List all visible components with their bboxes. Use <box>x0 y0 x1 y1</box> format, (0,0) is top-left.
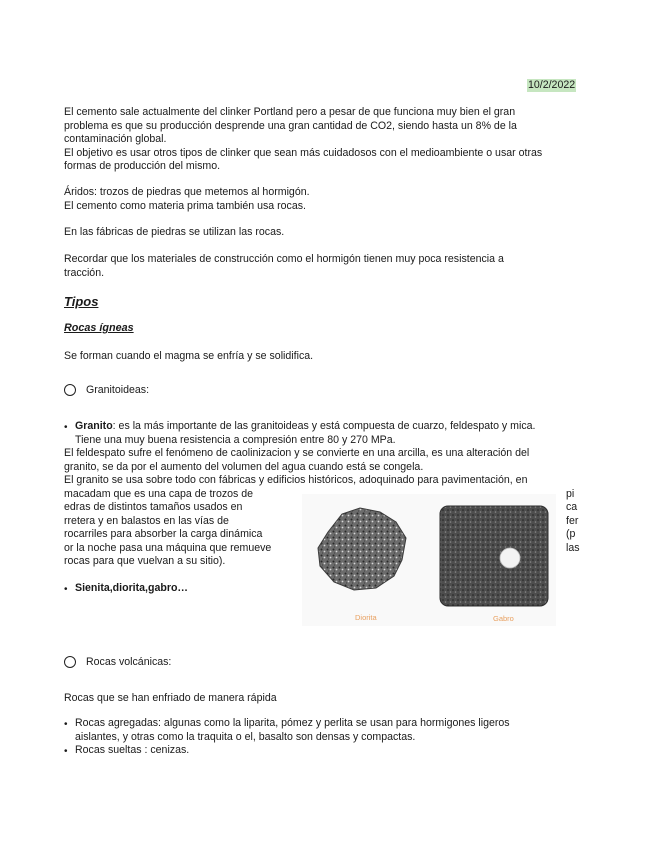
agregadas-line-2: aislantes, y otras como la traquita o el, basalto son densas y compactas. <box>75 730 416 743</box>
granito-term: Granito <box>75 420 113 432</box>
intro-line-4: El objetivo es usar otros tipos de clinker que sean más cuidadosos con el medioambiente o usar otras <box>64 146 543 159</box>
intro-line-2: problema es que su producción desprende una gran cantidad de CO2, siendo hasta un 8% de la <box>64 119 517 132</box>
rock-photos <box>302 494 556 626</box>
sienita-line: Sienita,diorita,gabro… <box>75 582 189 594</box>
granito-line-2: Tiene una muy buena resistencia a compresión entre 80 y 270 MPa. <box>75 433 396 446</box>
granito-line-6-right: pi <box>566 487 575 500</box>
granito-line-10: or la noche pasa una máquina que remueve <box>64 541 272 554</box>
agregadas-bullet: • <box>64 719 68 730</box>
volcanicas-description: Rocas que se han enfriado de manera rápida <box>64 692 277 704</box>
volcanicas-label: Rocas volcánicas: <box>86 656 172 668</box>
granito-line-3: El feldespato sufre el fenómeno de caolinizacion y se convierte en una arcilla, es una alteración del <box>64 447 530 459</box>
gabro-coin <box>500 548 520 568</box>
granito-line-5: El granito se usa sobre todo con fábricas y edificios históricos, adoquinado para pavimentación, en <box>64 474 528 486</box>
granito-line-8: rretera y en balastos en las vías de <box>64 514 229 527</box>
granito-line-1 <box>75 420 535 433</box>
rock-photos-svg <box>302 494 556 626</box>
recordar-line-2: tracción. <box>64 266 105 279</box>
granito-line-10-right: las <box>566 541 580 554</box>
circle-bullet-icon <box>64 656 76 668</box>
granito-line-8-right: fer <box>566 514 579 527</box>
granitoideas-label: Granitoideas: <box>86 384 150 396</box>
tipos-heading: Tipos <box>64 294 99 309</box>
granito-line-11: rocas para que vuelvan a su sitio). <box>64 555 226 567</box>
granito-line-7: edras de distintos tamaños usados en <box>64 501 243 513</box>
recordar-line-1: Recordar que los materiales de construcción como el hormigón tienen muy poca resistencia a <box>64 253 504 265</box>
diorita-rock <box>318 508 406 590</box>
igneas-description: Se forman cuando el magma se enfría y se solidifica. <box>64 350 314 362</box>
sueltas-bullet: • <box>64 746 68 757</box>
sienita-bullet: • <box>64 584 68 595</box>
diorita-caption: Diorita <box>355 613 377 622</box>
granito-line-4: granito, se da por el aumento del volumen del agua cuando está se congela. <box>64 460 424 473</box>
intro-line-5: formas de producción del mismo. <box>64 160 221 172</box>
circle-bullet-icon <box>64 384 76 396</box>
granito-line-1-rest: : es la más importante de las granitoideas y está compuesta de cuarzo, feldespato y mica. <box>112 420 536 432</box>
aridos-line-2: El cemento como materia prima también usa rocas. <box>64 199 306 212</box>
date-highlight: 10/2/2022 <box>528 79 576 91</box>
intro-line-3: contaminación global. <box>64 133 167 145</box>
sueltas-line: Rocas sueltas : cenizas. <box>75 744 190 756</box>
intro-line-1: El cemento sale actualmente del clinker Portland pero a pesar de que funciona muy bien el gran <box>64 106 516 118</box>
gabro-caption: Gabro <box>493 614 514 623</box>
gabro-rock <box>440 506 548 606</box>
granito-line-6: macadam que es una capa de trozos de <box>64 487 254 500</box>
granito-bullet: • <box>64 422 68 433</box>
aridos-line-1: Áridos: trozos de piedras que metemos al hormigón. <box>64 186 310 198</box>
fabricas-line: En las fábricas de piedras se utilizan las rocas. <box>64 226 285 238</box>
agregadas-line-1: Rocas agregadas: algunas como la liparita, pómez y perlita se usan para hormigones ligeros <box>75 717 510 729</box>
granito-line-7-right: ca <box>566 501 578 513</box>
granito-line-9: rocarriles para absorber la carga dinámica <box>64 528 263 540</box>
granito-line-9-right: (p <box>566 528 576 540</box>
rocas-igneas-heading: Rocas ígneas <box>64 322 134 334</box>
